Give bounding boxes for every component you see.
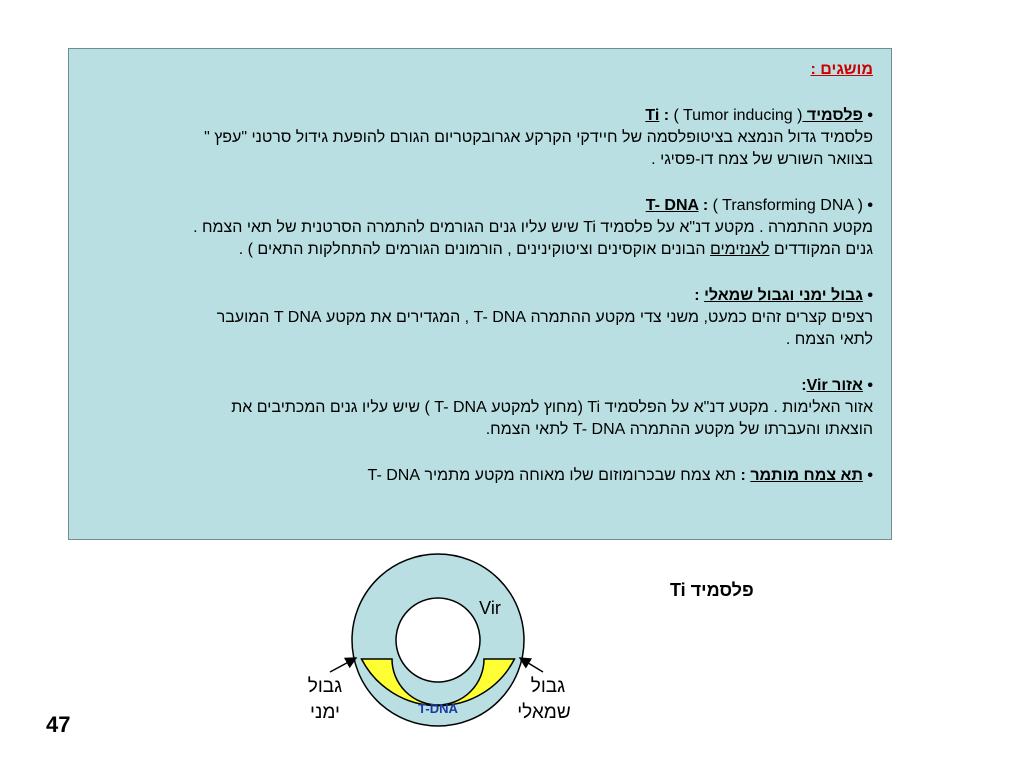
transformed-cell-definition: תא צמח שבכרומוזום שלו מאוחה מקטע מתמיר T- DNA — [367, 467, 737, 484]
ti-plasmid-term-line — [81, 105, 873, 127]
concepts-box — [68, 48, 892, 540]
bullet-icon: • — [867, 377, 873, 394]
bullet-icon: • — [867, 197, 873, 214]
tdna-line-2-underlined: לאנזימים — [709, 241, 770, 258]
borders-term-line — [81, 285, 873, 307]
tdna-label: T-DNA — [418, 701, 458, 716]
ti-plasmid-term-extra: ( Tumor inducing ) — [673, 107, 803, 124]
vir-term: אזור Vir — [806, 377, 863, 394]
plasmid-title: פלסמיד Ti — [670, 580, 754, 600]
vir-line-2: הוצאתו והעברתו של מקטע ההתמרה T- DNA לתאי הצמח. — [485, 421, 873, 438]
bullet-icon: • — [867, 287, 873, 304]
concepts-heading: מושגים : — [810, 61, 873, 78]
right-border-label-2: ימני — [310, 702, 340, 723]
borders-line-1: רצפים קצרים זהים כמעט, משני צדי מקטע ההתמרה T- DNA , המגדירים את מקטע T DNA המועבר — [216, 309, 873, 326]
ti-plasmid-diagram — [290, 560, 754, 760]
term-separator: : — [736, 467, 751, 484]
borders-term: גבול ימני וגבול שמאלי — [704, 287, 863, 304]
left-border-arrow — [520, 658, 543, 672]
tdna-line-2 — [81, 239, 873, 261]
ti-plasmid-line-2: בצוואר השורש של צמח דו-פסיגי . — [651, 151, 873, 168]
vir-term-line — [81, 375, 873, 397]
transformed-cell-term: תא צמח מותמר — [750, 467, 863, 484]
borders-line-2: לתאי הצמח . — [785, 331, 873, 348]
transformed-cell-line — [81, 465, 873, 487]
vir-label: Vir — [479, 598, 501, 618]
ti-plasmid-line-1: פלסמיד גדול הנמצא בציטופלסמה של חיידקי הקרקע אגרובקטריום הגורם להופעת גידול סרטני "עפץ " — [204, 129, 873, 146]
bullet-icon: • — [867, 467, 873, 484]
vir-line-1: אזור האלימות . מקטע דנ"א על הפלסמיד Ti (מחוץ למקטע T- DNA ) שיש עליו גנים המכתיבים את — [231, 399, 873, 416]
tdna-term-extra: ( Transforming DNA ) — [712, 197, 863, 214]
tdna-line-2-rest: הבונים אוקסינים וציטוקינינים , הורמונים הגורמים להתחלקות התאים ) . — [238, 241, 706, 258]
bullet-icon: • — [867, 107, 873, 124]
term-separator: : — [694, 287, 705, 304]
tdna-line-1: מקטע ההתמרה . מקטע דנ"א על פלסמיד Ti שיש עליו גנים הגורמים להתמרה הסרטנית של תאי הצמח . — [193, 219, 873, 236]
right-border-arrow — [330, 658, 356, 672]
term-separator: : — [698, 197, 713, 214]
term-separator: : — [801, 377, 807, 394]
tdna-line-2-start: גנים המקודדים — [773, 241, 873, 258]
left-border-label-2: שמאלי — [517, 702, 571, 723]
page-number: 47 — [46, 712, 71, 737]
ti-plasmid-term: פלסמיד Ti — [645, 107, 863, 124]
tdna-term: T- DNA — [645, 197, 699, 214]
right-border-label-1: גבול — [307, 676, 343, 697]
tdna-term-line — [81, 195, 873, 217]
plasmid-inner-hole — [396, 598, 480, 682]
left-border-label-1: גבול — [530, 676, 566, 697]
term-separator: : — [659, 107, 674, 124]
